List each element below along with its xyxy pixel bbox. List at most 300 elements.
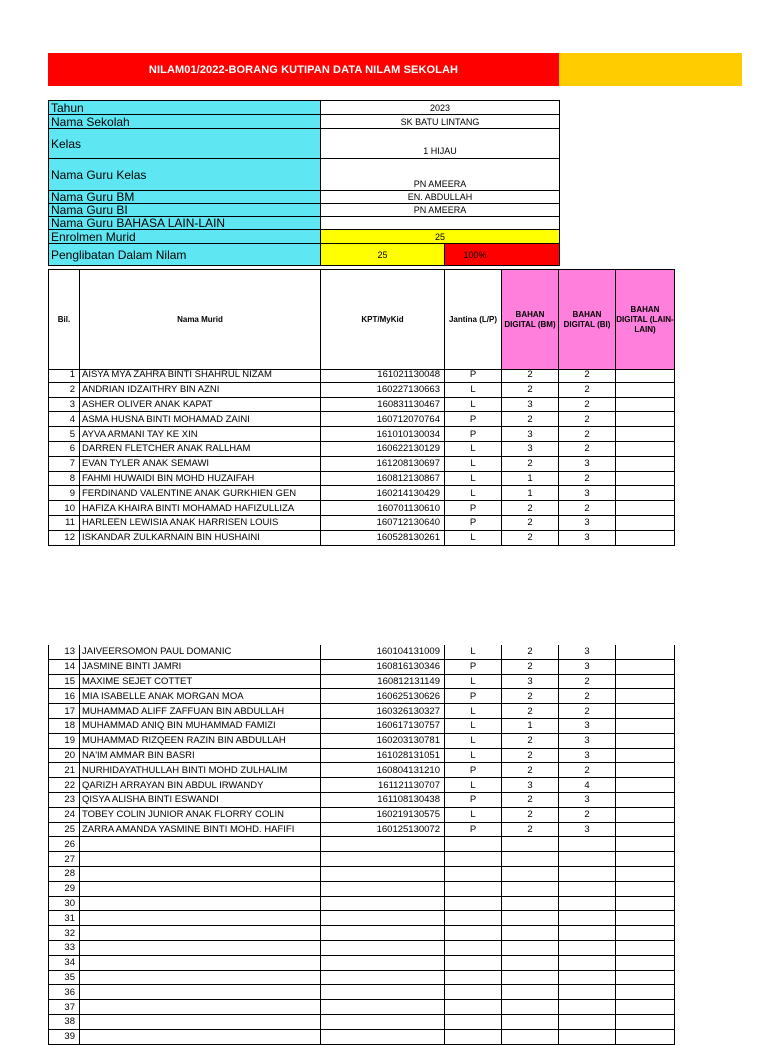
cell-lain[interactable] (616, 659, 675, 674)
cell-bil: 14 (49, 659, 80, 674)
cell-kpt[interactable]: 160831130467 (321, 397, 445, 412)
cell-bil: 15 (49, 674, 80, 689)
table-row (49, 704, 675, 719)
cell-kpt[interactable]: 160625130626 (321, 689, 445, 704)
cell-kpt[interactable] (321, 866, 445, 881)
cell-kpt[interactable]: 161028131051 (321, 748, 445, 763)
cell-lain[interactable] (616, 822, 675, 837)
cell-bm[interactable] (502, 985, 559, 1000)
cell-kpt[interactable] (321, 985, 445, 1000)
col-jantina: Jantina (L/P) (445, 270, 502, 370)
cell-bi[interactable]: 3 (559, 822, 616, 837)
cell-nama[interactable]: QISYA ALISHA BINTI ESWANDI (80, 792, 321, 807)
cell-nama[interactable]: ASHER OLIVER ANAK KAPAT (80, 397, 321, 412)
table-row (49, 926, 675, 941)
cell-nama[interactable] (80, 1000, 321, 1015)
cell-bi[interactable]: 3 (559, 530, 616, 545)
cell-lain[interactable] (616, 471, 675, 486)
cell-lain[interactable] (616, 940, 675, 955)
cell-nama[interactable] (80, 881, 321, 896)
value-guru-kelas[interactable]: PN AMEERA (321, 159, 560, 191)
cell-bil: 31 (49, 911, 80, 926)
cell-jantina[interactable]: L (445, 704, 502, 719)
cell-bm[interactable]: 2 (502, 733, 559, 748)
cell-jantina[interactable] (445, 837, 502, 852)
cell-kpt[interactable]: 160326130327 (321, 704, 445, 719)
cell-nama[interactable] (80, 955, 321, 970)
cell-bi[interactable]: 2 (559, 501, 616, 516)
cell-nama[interactable]: MAXIME SEJET COTTET (80, 674, 321, 689)
cell-bil: 37 (49, 1000, 80, 1015)
cell-nama[interactable] (80, 940, 321, 955)
cell-kpt[interactable] (321, 940, 445, 955)
col-bi: BAHAN DIGITAL (BI) (559, 270, 616, 370)
value-guru-bm[interactable]: EN. ABDULLAH (321, 191, 560, 204)
table-row (49, 778, 675, 793)
cell-nama[interactable] (80, 911, 321, 926)
cell-bil: 34 (49, 955, 80, 970)
cell-bm[interactable]: 2 (502, 515, 559, 530)
cell-kpt[interactable]: 160816130346 (321, 659, 445, 674)
cell-nama[interactable] (80, 866, 321, 881)
cell-bi[interactable] (559, 911, 616, 926)
table-row (49, 733, 675, 748)
cell-bi[interactable]: 2 (559, 689, 616, 704)
cell-bm[interactable] (502, 866, 559, 881)
cell-kpt[interactable] (321, 955, 445, 970)
cell-kpt[interactable]: 160712070764 (321, 412, 445, 427)
table-row (49, 674, 675, 689)
cell-bil: 27 (49, 852, 80, 867)
cell-kpt[interactable] (321, 852, 445, 867)
cell-kpt[interactable]: 160617130757 (321, 718, 445, 733)
cell-kpt[interactable]: 160812131149 (321, 674, 445, 689)
label-guru-lain: Nama Guru BAHASA LAIN-LAIN (49, 217, 321, 230)
table-row (49, 471, 675, 486)
cell-nama[interactable] (80, 896, 321, 911)
cell-bi[interactable]: 2 (559, 763, 616, 778)
cell-kpt[interactable]: 160214130429 (321, 486, 445, 501)
col-nama: Nama Murid (80, 270, 321, 370)
cell-nama[interactable]: MUHAMMAD RIZQEEN RAZIN BIN ABDULLAH (80, 733, 321, 748)
form-title: NILAM01/2022-BORANG KUTIPAN DATA NILAM SEKOLAH (148, 63, 459, 76)
cell-bil: 13 (49, 645, 80, 659)
cell-kpt[interactable]: 160203130781 (321, 733, 445, 748)
cell-lain[interactable] (616, 456, 675, 471)
cell-bm[interactable]: 2 (502, 704, 559, 719)
cell-jantina[interactable] (445, 940, 502, 955)
cell-bm[interactable] (502, 955, 559, 970)
table-row (49, 955, 675, 970)
cell-bil: 2 (49, 382, 80, 397)
cell-bil: 17 (49, 704, 80, 719)
cell-lain[interactable] (616, 926, 675, 941)
cell-jantina[interactable]: P (445, 368, 502, 382)
cell-jantina[interactable]: L (445, 441, 502, 456)
cell-lain[interactable] (616, 1029, 675, 1044)
cell-nama[interactable] (80, 985, 321, 1000)
cell-bi[interactable]: 2 (559, 471, 616, 486)
cell-nama[interactable]: QARIZH ARRAYAN BIN ABDUL IRWANDY (80, 778, 321, 793)
cell-jantina[interactable]: L (445, 456, 502, 471)
cell-bi[interactable]: 3 (559, 733, 616, 748)
cell-bi[interactable] (559, 881, 616, 896)
cell-bm[interactable]: 2 (502, 368, 559, 382)
cell-kpt[interactable]: 161108130438 (321, 792, 445, 807)
cell-lain[interactable] (616, 674, 675, 689)
cell-bil: 5 (49, 427, 80, 442)
cell-bil: 24 (49, 807, 80, 822)
cell-lain[interactable] (616, 718, 675, 733)
table-row (49, 970, 675, 985)
cell-bi[interactable] (559, 926, 616, 941)
table-row (49, 412, 675, 427)
cell-bi[interactable] (559, 1014, 616, 1029)
cell-bil: 22 (49, 778, 80, 793)
cell-kpt[interactable] (321, 881, 445, 896)
cell-jantina[interactable] (445, 926, 502, 941)
cell-bm[interactable]: 1 (502, 471, 559, 486)
cell-bi[interactable] (559, 985, 616, 1000)
cell-kpt[interactable]: 161021130048 (321, 368, 445, 382)
cell-bm[interactable]: 1 (502, 486, 559, 501)
cell-jantina[interactable]: L (445, 807, 502, 822)
cell-bm[interactable] (502, 911, 559, 926)
cell-lain[interactable] (616, 1014, 675, 1029)
cell-lain[interactable] (616, 368, 675, 382)
cell-jantina[interactable] (445, 970, 502, 985)
cell-bm[interactable] (502, 881, 559, 896)
cell-jantina[interactable]: P (445, 822, 502, 837)
cell-bil: 33 (49, 940, 80, 955)
cell-bm[interactable]: 2 (502, 456, 559, 471)
cell-bi[interactable]: 3 (559, 659, 616, 674)
cell-bi[interactable] (559, 866, 616, 881)
cell-lain[interactable] (616, 397, 675, 412)
cell-jantina[interactable] (445, 1014, 502, 1029)
cell-nama[interactable]: NURHIDAYATHULLAH BINTI MOHD ZULHALIM (80, 763, 321, 778)
cell-jantina[interactable] (445, 1000, 502, 1015)
cell-jantina[interactable]: L (445, 674, 502, 689)
cell-jantina[interactable] (445, 866, 502, 881)
cell-jantina[interactable]: P (445, 792, 502, 807)
cell-jantina[interactable]: L (445, 718, 502, 733)
cell-lain[interactable] (616, 530, 675, 545)
cell-jantina[interactable]: P (445, 515, 502, 530)
cell-bi[interactable]: 3 (559, 486, 616, 501)
cell-lain[interactable] (616, 704, 675, 719)
cell-kpt[interactable] (321, 1014, 445, 1029)
cell-nama[interactable]: EVAN TYLER ANAK SEMAWI (80, 456, 321, 471)
label-guru-bi: Nama Guru BI (49, 204, 321, 217)
cell-nama[interactable] (80, 852, 321, 867)
cell-nama[interactable]: ISKANDAR ZULKARNAIN BIN HUSHAINI (80, 530, 321, 545)
cell-bm[interactable]: 2 (502, 382, 559, 397)
cell-lain[interactable] (616, 1000, 675, 1015)
cell-bi[interactable] (559, 1029, 616, 1044)
cell-lain[interactable] (616, 382, 675, 397)
cell-nama[interactable]: DARREN FLETCHER ANAK RALLHAM (80, 441, 321, 456)
cell-bi[interactable] (559, 970, 616, 985)
cell-jantina[interactable]: P (445, 412, 502, 427)
table-row (49, 866, 675, 881)
value-guru-lain[interactable] (321, 217, 560, 230)
cell-nama[interactable]: MUHAMMAD ANIQ BIN MUHAMMAD FAMIZI (80, 718, 321, 733)
cell-bm[interactable] (502, 926, 559, 941)
cell-bil: 9 (49, 486, 80, 501)
cell-lain[interactable] (616, 412, 675, 427)
cell-jantina[interactable]: L (445, 748, 502, 763)
cell-lain[interactable] (616, 763, 675, 778)
cell-jantina[interactable]: L (445, 382, 502, 397)
cell-bm[interactable]: 2 (502, 659, 559, 674)
cell-kpt[interactable]: 160712130640 (321, 515, 445, 530)
cell-bm[interactable]: 3 (502, 397, 559, 412)
cell-nama[interactable]: FERDINAND VALENTINE ANAK GURKHIEN GEN (80, 486, 321, 501)
table-row (49, 985, 675, 1000)
student-table-top (48, 368, 675, 546)
cell-bm[interactable]: 2 (502, 822, 559, 837)
cell-bi[interactable] (559, 940, 616, 955)
cell-nama[interactable]: FAHMI HUWAIDI BIN MOHD HUZAIFAH (80, 471, 321, 486)
cell-lain[interactable] (616, 985, 675, 1000)
cell-kpt[interactable]: 160804131210 (321, 763, 445, 778)
cell-jantina[interactable]: P (445, 427, 502, 442)
cell-bm[interactable]: 2 (502, 792, 559, 807)
cell-bi[interactable]: 2 (559, 368, 616, 382)
cell-jantina[interactable]: L (445, 486, 502, 501)
cell-bi[interactable]: 2 (559, 427, 616, 442)
cell-bi[interactable]: 3 (559, 792, 616, 807)
table-row (49, 382, 675, 397)
cell-bil: 4 (49, 412, 80, 427)
table-row (49, 456, 675, 471)
cell-bm[interactable] (502, 1000, 559, 1015)
cell-lain[interactable] (616, 837, 675, 852)
cell-kpt[interactable] (321, 1029, 445, 1044)
table-row (49, 530, 675, 545)
cell-jantina[interactable] (445, 911, 502, 926)
cell-jantina[interactable]: L (445, 778, 502, 793)
cell-bi[interactable]: 4 (559, 778, 616, 793)
cell-jantina[interactable]: L (445, 471, 502, 486)
cell-bm[interactable]: 3 (502, 778, 559, 793)
cell-nama[interactable]: ANDRIAN IDZAITHRY BIN AZNI (80, 382, 321, 397)
cell-bm[interactable]: 3 (502, 427, 559, 442)
cell-bm[interactable]: 2 (502, 412, 559, 427)
cell-kpt[interactable] (321, 1000, 445, 1015)
cell-lain[interactable] (616, 515, 675, 530)
cell-bm[interactable] (502, 837, 559, 852)
table-row (49, 486, 675, 501)
cell-lain[interactable] (616, 970, 675, 985)
cell-bm[interactable] (502, 852, 559, 867)
table-row (49, 1029, 675, 1044)
cell-kpt[interactable]: 160622130129 (321, 441, 445, 456)
table-row (49, 763, 675, 778)
cell-bil: 36 (49, 985, 80, 1000)
cell-bm[interactable] (502, 1029, 559, 1044)
table-row (49, 659, 675, 674)
cell-jantina[interactable]: P (445, 659, 502, 674)
value-sekolah[interactable]: SK BATU LINTANG (321, 115, 560, 129)
cell-nama[interactable]: JAIVEERSOMON PAUL DOMANIC (80, 645, 321, 659)
cell-lain[interactable] (616, 955, 675, 970)
student-table-header (48, 269, 675, 370)
cell-bi[interactable]: 2 (559, 397, 616, 412)
cell-lain[interactable] (616, 866, 675, 881)
cell-lain[interactable] (616, 733, 675, 748)
cell-bi[interactable]: 2 (559, 412, 616, 427)
cell-nama[interactable] (80, 1029, 321, 1044)
cell-bi[interactable] (559, 852, 616, 867)
cell-jantina[interactable] (445, 881, 502, 896)
cell-nama[interactable] (80, 837, 321, 852)
cell-nama[interactable]: AISYA MYA ZAHRA BINTI SHAHRUL NIZAM (80, 368, 321, 382)
table-row (49, 689, 675, 704)
cell-bi[interactable]: 2 (559, 382, 616, 397)
cell-kpt[interactable] (321, 896, 445, 911)
cell-bi[interactable] (559, 955, 616, 970)
cell-kpt[interactable]: 161121130707 (321, 778, 445, 793)
cell-kpt[interactable]: 160125130072 (321, 822, 445, 837)
cell-bi[interactable]: 3 (559, 645, 616, 659)
cell-lain[interactable] (616, 427, 675, 442)
cell-lain[interactable] (616, 807, 675, 822)
cell-nama[interactable] (80, 970, 321, 985)
cell-bi[interactable]: 3 (559, 718, 616, 733)
value-penglibatan[interactable]: 25 (321, 244, 445, 266)
cell-bil: 30 (49, 896, 80, 911)
cell-bi[interactable]: 2 (559, 807, 616, 822)
cell-lain[interactable] (616, 645, 675, 659)
cell-jantina[interactable]: L (445, 645, 502, 659)
cell-nama[interactable]: JASMINE BINTI JAMRI (80, 659, 321, 674)
cell-kpt[interactable]: 160528130261 (321, 530, 445, 545)
cell-jantina[interactable] (445, 955, 502, 970)
cell-jantina[interactable] (445, 985, 502, 1000)
cell-kpt[interactable]: 160227130663 (321, 382, 445, 397)
value-guru-bi[interactable]: PN AMEERA (321, 204, 560, 217)
cell-nama[interactable]: HAFIZA KHAIRA BINTI MOHAMAD HAFIZULLIZA (80, 501, 321, 516)
cell-lain[interactable] (616, 486, 675, 501)
cell-lain[interactable] (616, 896, 675, 911)
cell-bm[interactable]: 2 (502, 689, 559, 704)
cell-lain[interactable] (616, 501, 675, 516)
value-kelas[interactable]: 1 HIJAU (321, 129, 560, 159)
cell-bi[interactable]: 2 (559, 704, 616, 719)
cell-bm[interactable]: 3 (502, 441, 559, 456)
cell-kpt[interactable]: 161010130034 (321, 427, 445, 442)
table-row (49, 718, 675, 733)
cell-kpt[interactable] (321, 837, 445, 852)
cell-lain[interactable] (616, 792, 675, 807)
cell-bm[interactable] (502, 1014, 559, 1029)
value-penglibatan-percent: 100% (445, 244, 560, 266)
cell-bm[interactable]: 2 (502, 807, 559, 822)
cell-bi[interactable]: 3 (559, 515, 616, 530)
table-row (49, 1000, 675, 1015)
cell-bi[interactable] (559, 837, 616, 852)
cell-kpt[interactable]: 160812130867 (321, 471, 445, 486)
cell-nama[interactable]: MUHAMMAD ALIFF ZAFFUAN BIN ABDULLAH (80, 704, 321, 719)
cell-lain[interactable] (616, 689, 675, 704)
cell-bm[interactable]: 2 (502, 501, 559, 516)
cell-bm[interactable] (502, 896, 559, 911)
cell-bm[interactable] (502, 970, 559, 985)
cell-bil: 7 (49, 456, 80, 471)
cell-jantina[interactable]: P (445, 689, 502, 704)
cell-bi[interactable] (559, 896, 616, 911)
cell-kpt[interactable]: 160104131009 (321, 645, 445, 659)
cell-kpt[interactable] (321, 970, 445, 985)
col-bil: Bil. (49, 270, 80, 370)
cell-bm[interactable] (502, 940, 559, 955)
cell-kpt[interactable]: 160219130575 (321, 807, 445, 822)
cell-nama[interactable]: HARLEEN LEWISIA ANAK HARRISEN LOUIS (80, 515, 321, 530)
table-row (49, 368, 675, 382)
cell-bi[interactable]: 2 (559, 441, 616, 456)
cell-jantina[interactable] (445, 896, 502, 911)
cell-bi[interactable] (559, 1000, 616, 1015)
cell-lain[interactable] (616, 441, 675, 456)
cell-bil: 32 (49, 926, 80, 941)
cell-nama[interactable]: TOBEY COLIN JUNIOR ANAK FLORRY COLIN (80, 807, 321, 822)
cell-nama[interactable] (80, 1014, 321, 1029)
cell-kpt[interactable] (321, 926, 445, 941)
cell-bil: 20 (49, 748, 80, 763)
cell-nama[interactable]: ASMA HUSNA BINTI MOHAMAD ZAINI (80, 412, 321, 427)
cell-lain[interactable] (616, 778, 675, 793)
value-tahun[interactable]: 2023 (321, 101, 560, 115)
cell-nama[interactable]: AYVA ARMANI TAY KE XIN (80, 427, 321, 442)
cell-nama[interactable]: NA'IM AMMAR BIN BASRI (80, 748, 321, 763)
cell-kpt[interactable]: 161208130697 (321, 456, 445, 471)
cell-jantina[interactable] (445, 852, 502, 867)
cell-bi[interactable]: 2 (559, 674, 616, 689)
table-row (49, 940, 675, 955)
cell-nama[interactable]: ZARRA AMANDA YASMINE BINTI MOHD. HAFIFI (80, 822, 321, 837)
cell-jantina[interactable]: P (445, 501, 502, 516)
cell-bil: 29 (49, 881, 80, 896)
cell-lain[interactable] (616, 911, 675, 926)
cell-jantina[interactable]: L (445, 530, 502, 545)
cell-nama[interactable]: MIA ISABELLE ANAK MORGAN MOA (80, 689, 321, 704)
cell-bm[interactable]: 1 (502, 718, 559, 733)
cell-lain[interactable] (616, 748, 675, 763)
cell-bil: 3 (49, 397, 80, 412)
cell-bm[interactable]: 2 (502, 530, 559, 545)
cell-lain[interactable] (616, 852, 675, 867)
cell-kpt[interactable] (321, 911, 445, 926)
cell-nama[interactable] (80, 926, 321, 941)
cell-jantina[interactable]: L (445, 733, 502, 748)
cell-bm[interactable]: 2 (502, 763, 559, 778)
value-enrolmen[interactable]: 25 (321, 230, 560, 244)
cell-jantina[interactable]: L (445, 397, 502, 412)
cell-bi[interactable]: 3 (559, 456, 616, 471)
cell-lain[interactable] (616, 881, 675, 896)
cell-jantina[interactable]: P (445, 763, 502, 778)
cell-kpt[interactable]: 160701130610 (321, 501, 445, 516)
table-row (49, 807, 675, 822)
cell-bm[interactable]: 2 (502, 645, 559, 659)
cell-bm[interactable]: 3 (502, 674, 559, 689)
cell-bi[interactable]: 3 (559, 748, 616, 763)
table-row (49, 515, 675, 530)
cell-jantina[interactable] (445, 1029, 502, 1044)
cell-bm[interactable]: 2 (502, 748, 559, 763)
